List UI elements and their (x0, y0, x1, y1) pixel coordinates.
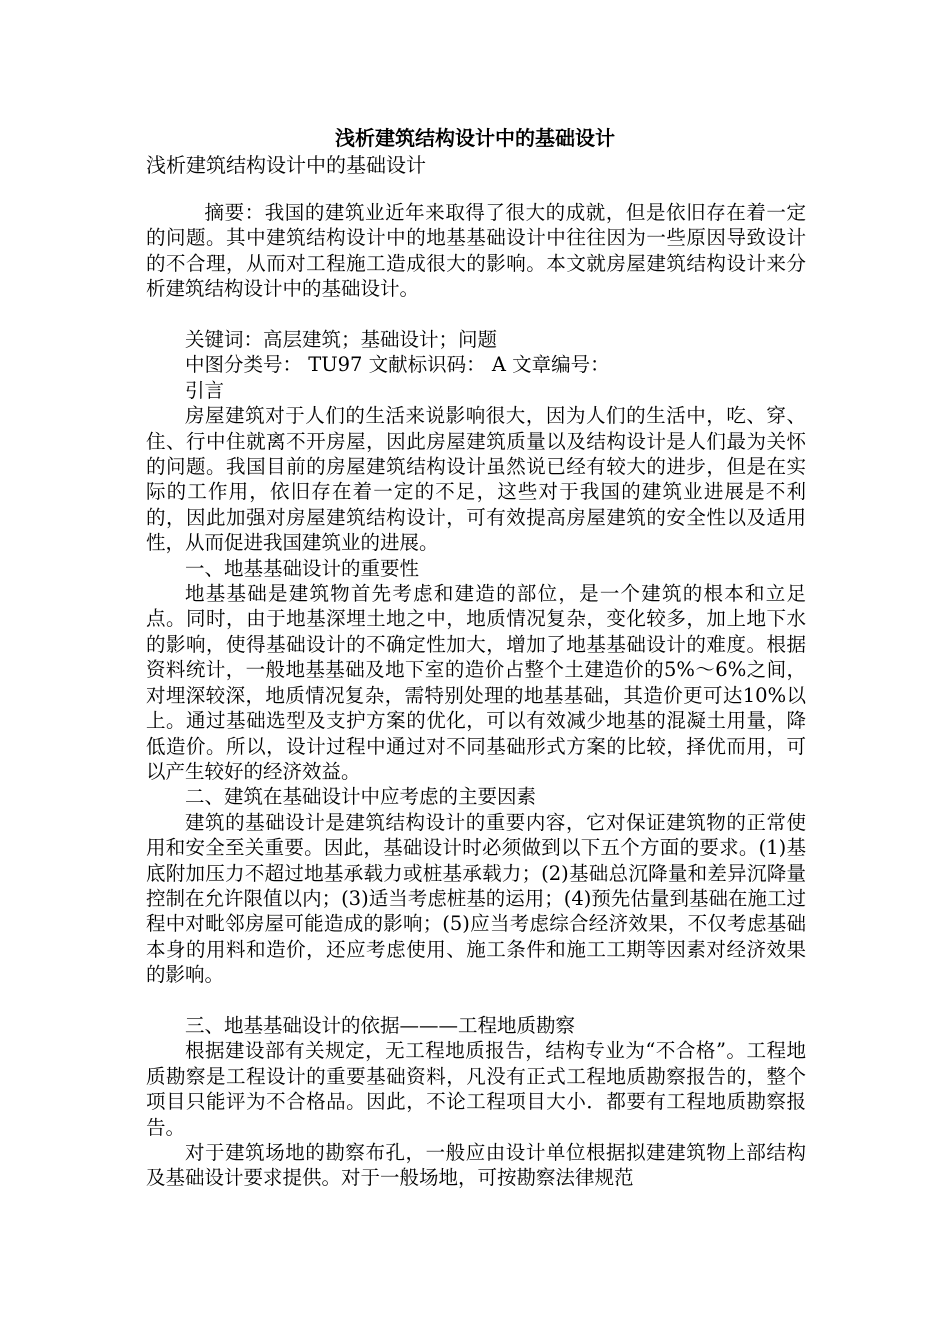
document-subtitle: 浅析建筑结构设计中的基础设计 (146, 153, 426, 177)
section3-heading: 三、地基基础设计的依据———工程地质勘察 (185, 1013, 576, 1037)
document-title: 浅析建筑结构设计中的基础设计 (335, 126, 615, 150)
keywords-line: 关键词：高层建筑；基础设计；问题 (185, 328, 498, 352)
intro-paragraph: 房屋建筑对于人们的生活来说影响很大，因为人们的生活中，吃、穿、住、行中住就离不开房屋，因此房屋建筑质量以及结构设计是人们最为关怀的问题。我国目前的房屋建筑结构设计虽然说已经有较大的进步，但是在实际的工作用，依旧存在着一定的不足，这些对于我国的建筑业进展是不利的，因此加强对房屋建筑结构设计，可有效提高房屋建筑的安全性以及适用性，从而促进我国建筑业的进展。 (146, 404, 806, 555)
document-body (146, 200, 806, 1191)
abstract-paragraph: 摘要：我国的建筑业近年来取得了很大的成就，但是依旧存在着一定的问题。其中建筑结构设计中的地基基础设计中往往因为一些原因导致设计的不合理，从而对工程施工造成很大的影响。本文就房屋建筑结构设计来分析建筑结构设计中的基础设计。 (146, 201, 806, 301)
section1-heading: 一、地基基础设计的重要性 (185, 556, 420, 580)
section2-heading: 二、建筑在基础设计中应考虑的主要因素 (185, 785, 537, 809)
section3-paragraph-2: 对于建筑场地的勘察布孔，一般应由设计单位根据拟建建筑物上部结构及基础设计要求提供。对于一般场地，可按勘察法律规范 (146, 1141, 806, 1190)
section2-paragraph: 建筑的基础设计是建筑结构设计的重要内容，它对保证建筑物的正常使用和安全至关重要。因此，基础设计时必须做到以下五个方面的要求。(1)基底附加压力不超过地基承载力或桩基承载力；(2)基础总沉降量和差异沉降量控制在允许限值以内；(3)适当考虑桩基的运用；(4)预先估量到基础在施工过程中对毗邻房屋可能造成的影响；(5)应当考虑综合经济效果，不仅考虑基础本身的用料和造价，还应考虑使用、施工条件和施工工期等因素对经济效果的影响。 (146, 810, 806, 987)
classification-line: 中图分类号： TU97 文献标识码： A 文章编号： (185, 353, 610, 377)
intro-heading: 引言 (185, 378, 225, 402)
section1-paragraph: 地基基础是建筑物首先考虑和建造的部位，是一个建筑的根本和立足点。同时，由于地基深埋土地之中，地质情况复杂，变化较多，加上地下水的影响，使得基础设计的不确定性加大，增加了地基基础设计的难度。根据资料统计，一般地基基础及地下室的造价占整个土建造价的5%～6%之间，对埋深较深，地质情况复杂，需特别处理的地基基础，其造价更可达10%以上。通过基础选型及支护方案的优化，可以有效减少地基的混凝土用量，降低造价。所以，设计过程中通过对不同基础形式方案的比较，择优而用，可以产生较好的经济效益。 (146, 582, 806, 783)
section3-paragraph-1: 根据建设部有关规定，无工程地质报告，结构专业为“不合格”。工程地质勘察是工程设计的重要基础资料，凡没有正式工程地质勘察报告的，整个项目只能评为不合格品。因此，不论工程项目大小．都要有工程地质勘察报告。 (146, 1039, 806, 1139)
